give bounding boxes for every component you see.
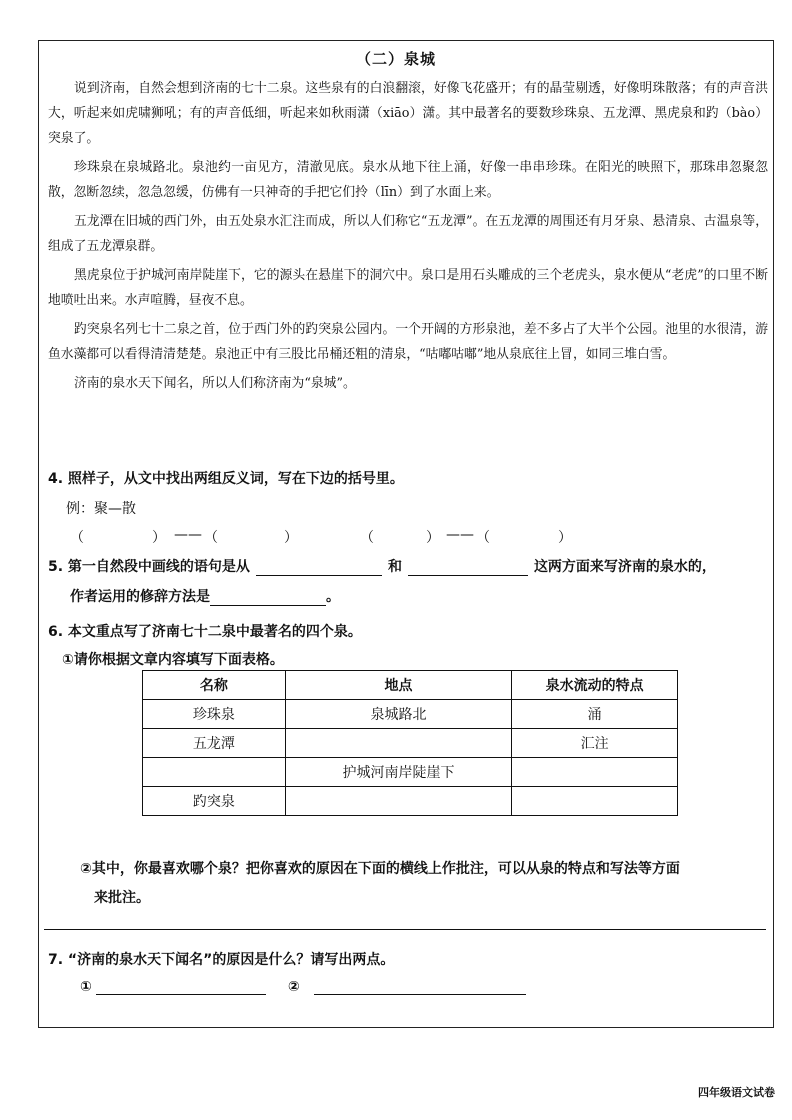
table-cell: 泉城路北 [285, 700, 512, 729]
table-row [143, 700, 678, 729]
table-header-flow: 泉水流动的特点 [512, 671, 678, 700]
question-6-sub-2-line-1: ②其中，你最喜欢哪个泉？把你喜欢的原因在下面的横线上作批注，可以从泉的特点和写法等方面 [80, 861, 680, 877]
question-5-line-2 [70, 586, 340, 606]
question-7-answers [80, 979, 526, 995]
table-row [143, 729, 678, 758]
antonym-1a-close: ） [152, 530, 166, 546]
table-cell: 护城河南岸陡崖下 [285, 758, 512, 787]
passage-paragraph-1: 说到济南，自然会想到济南的七十二泉。这些泉有的白浪翻滚，好像飞花盛开；有的晶莹剔透，好像明珠散落；有的声音洪大，听起来如虎啸狮吼；有的声音低细，听起来如秋雨潇（xiāo）潇。其中最著名的要数珍珠泉、五龙潭、黑虎泉和趵（bào）突泉了。 [48, 81, 768, 146]
question-5-part-b: 和 [387, 559, 402, 575]
table-cell: 汇注 [512, 729, 678, 758]
passage-paragraph-2: 珍珠泉在泉城路北。泉池约一亩见方，清澈见底。泉水从地下往上涌，好像一串串珍珠。在阳光的映照下，那珠串忽聚忽散，忽断忽续，忽急忽缓，仿佛有一只神奇的手把它们拎（līn）到了水面上来。 [48, 160, 768, 200]
question-5-blank-3[interactable] [210, 591, 326, 606]
antonym-2b-close: ） [558, 530, 572, 546]
question-5-blank-1[interactable] [256, 561, 382, 576]
question-7-blank-1[interactable] [96, 980, 266, 995]
question-5-rhetoric-label: 作者运用的修辞方法是 [70, 589, 210, 605]
table-cell: 珍珠泉 [143, 700, 286, 729]
question-5-blank-2[interactable] [408, 561, 528, 576]
question-5-part-c: 这两方面来写济南的泉水的， [533, 559, 716, 575]
passage-paragraph-5: 趵突泉名列七十二泉之首，位于西门外的趵突泉公园内。一个开阔的方形泉池，差不多占了大半个公园。池里的水很清，游鱼水藻都可以看得清清楚楚。泉池正中有三股比吊桶还粗的清泉，“咕嘟咕嘟”地从泉底往上冒，如同三堆白雪。 [48, 322, 768, 362]
footer-label: 四年级语文试卷 [698, 1086, 775, 1099]
question-7-mark-1: ① [80, 979, 92, 995]
table-cell-blank[interactable] [143, 758, 286, 787]
table-cell-blank[interactable] [285, 729, 512, 758]
section-title: （二）泉城 [355, 50, 436, 68]
question-7-mark-2: ② [287, 979, 300, 995]
table-cell: 趵突泉 [143, 787, 286, 816]
antonym-2a-open: （ [360, 530, 374, 546]
springs-table [142, 670, 678, 816]
question-5 [48, 556, 716, 576]
passage-paragraph-4: 黑虎泉位于护城河南岸陡崖下，它的源头在悬崖下的洞穴中。泉口是用石头雕成的三个老虎头，泉水便从“老虎”的口里不断地喷吐出来。水声喧腾，昼夜不息。 [48, 268, 768, 308]
antonym-1b-input[interactable] [226, 527, 282, 541]
question-6-sub-2-line-2: 来批注。 [94, 890, 150, 906]
table-header-name: 名称 [143, 671, 286, 700]
antonym-1b-open: （ [204, 530, 218, 546]
question-6: 6. 本文重点写了济南七十二泉中最著名的四个泉。 [48, 624, 362, 640]
question-7-blank-2[interactable] [314, 980, 526, 995]
passage-paragraph-6: 济南的泉水天下闻名，所以人们称济南为“泉城”。 [74, 376, 356, 391]
table-cell-blank[interactable] [285, 787, 512, 816]
question-5-part-a: 5. 第一自然段中画线的语句是从 [48, 559, 250, 575]
antonym-2a-close: ） [426, 530, 440, 546]
antonym-1b-close: ） [284, 530, 298, 546]
antonym-2b-input[interactable] [498, 527, 558, 541]
table-cell-blank[interactable] [512, 787, 678, 816]
question-7: 7. “济南的泉水天下闻名”的原因是什么？请写出两点。 [48, 952, 395, 968]
table-cell: 五龙潭 [143, 729, 286, 758]
question-5-period: 。 [326, 589, 340, 605]
question-6-sub-1: ①请你根据文章内容填写下面表格。 [62, 652, 284, 668]
antonym-2b-open: （ [476, 530, 490, 546]
table-row [143, 758, 678, 787]
antonym-1a-input[interactable] [92, 527, 150, 541]
table-header-row [143, 671, 678, 700]
question-4-example: 例：聚—散 [66, 501, 136, 517]
table-row [143, 787, 678, 816]
antonym-1-dash: —— [174, 527, 202, 543]
table-header-location: 地点 [285, 671, 512, 700]
antonym-1a-open: （ [70, 530, 84, 546]
annotation-answer-line[interactable] [44, 929, 766, 930]
passage [48, 76, 768, 400]
passage-paragraph-3: 五龙潭在旧城的西门外，由五处泉水汇注而成，所以人们称它“五龙潭”。在五龙潭的周围还有月牙泉、悬清泉、古温泉等，组成了五龙潭泉群。 [48, 214, 768, 254]
antonym-2a-input[interactable] [382, 527, 426, 541]
question-4: 4. 照样子，从文中找出两组反义词，写在下边的括号里。 [48, 471, 404, 487]
table-cell-blank[interactable] [512, 758, 678, 787]
antonym-2-dash: —— [446, 527, 474, 543]
table-cell: 涌 [512, 700, 678, 729]
